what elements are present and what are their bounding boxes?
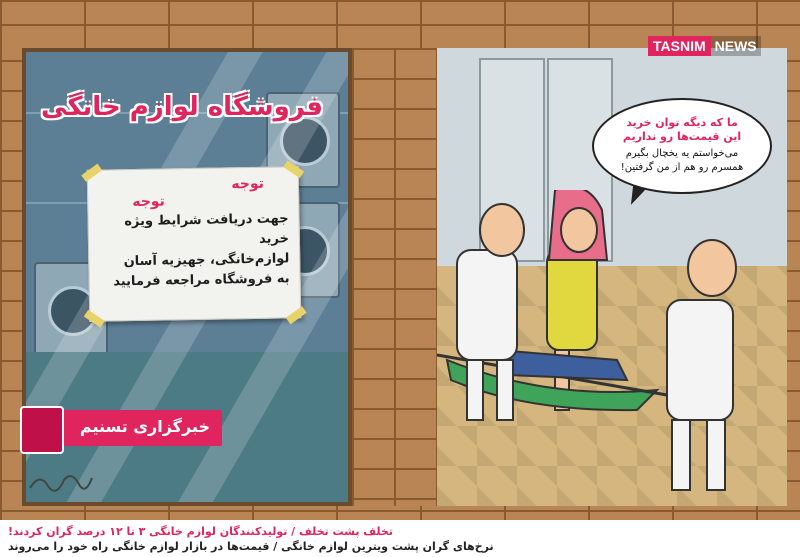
speech-line-2: این قیمت‌ها رو نداریم [622,130,742,143]
speech-bubble [592,98,772,194]
tasnim-news-logo [648,36,761,56]
notice-line: لوازم‌خانگی، جهیزیه آسان [123,251,290,270]
orderly-character-right [667,240,736,490]
speech-line-4: همسرم رو هم از من گرفتین! [620,162,744,173]
speech-line-1: ما که دیگه توان خرید [626,116,738,129]
notice-line: به فروشگاه مراجعه فرمایید [113,271,290,290]
logo-text-tasnim: TASNIM [648,36,711,56]
artist-signature [26,468,96,503]
caption-title: تخلف پشت تخلف / تولیدکنندگان لوازم خانگی ۳ تا ۱۲ درصد گران کردند! [8,524,393,538]
brick-pillar [352,48,437,506]
logo-text-news: NEWS [711,36,761,56]
notice-attention-right: توجه [231,175,265,193]
notice-attention-left: توجه [132,193,166,211]
agency-label: خبرگزاری تسنیم [79,417,210,436]
notice-paper [87,166,302,322]
store-title: فروشگاه لوازم خانگی [41,92,323,122]
caption [8,520,792,557]
speech-line-3: می‌خواستم یه یخچال بگیرم [625,148,739,159]
characters-scene [437,190,787,506]
notice-line: جهت دریافت شرایط ویژه خرید [124,211,290,247]
tasnim-emblem-icon [20,406,64,454]
agency-badge [22,410,222,446]
caption-subtitle: نرخ‌های گران پشت ویترین لوازم خانگی / قیمت‌ها در بازار لوازم خانگی راه خود را می‌روند [8,539,494,553]
notice-body [98,209,289,292]
signature-icon [26,468,96,498]
